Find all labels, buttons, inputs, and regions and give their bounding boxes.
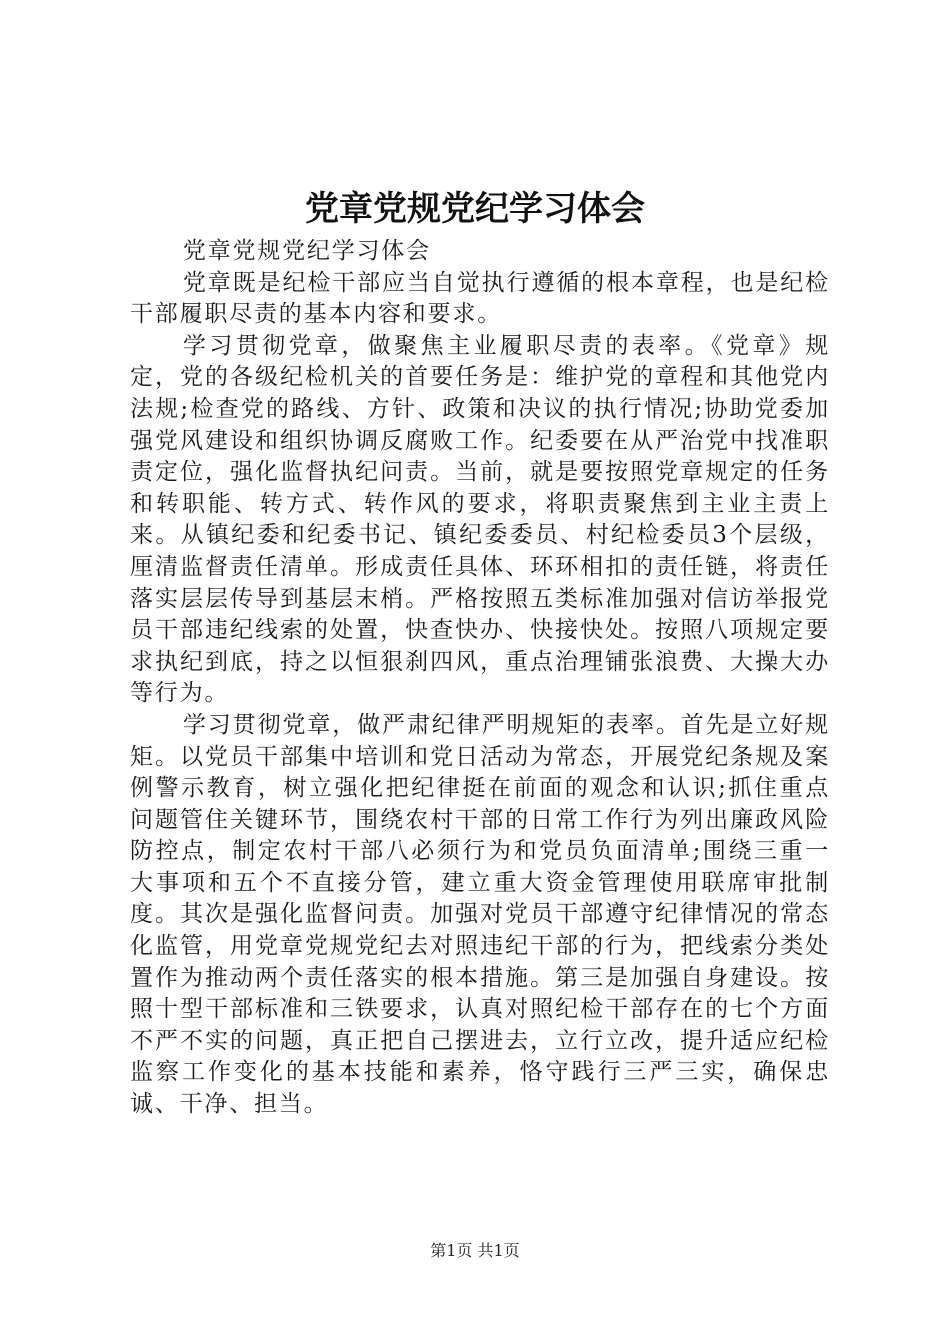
document-title: 党章党规党纪学习体会 [305, 189, 645, 229]
page-footer: 第1页 共1页 [430, 1241, 520, 1260]
paragraph: 党章既是纪检干部应当自觉执行遵循的根本章程，也是纪检干部履职尽责的基本内容和要求。 [130, 269, 830, 328]
paragraph-subtitle: 党章党规党纪学习体会 [182, 238, 431, 264]
document-body [130, 236, 830, 1121]
paragraph: 学习贯彻党章，做聚焦主业履职尽责的表率。《党章》规定，党的各级纪检机关的首要任务是：维护党的章程和其他党内法规;检查党的路线、方针、政策和决议的执行情况;协助党委加强党风建设和组织协调反腐败工作。纪委要在从严治党中找准职责定位，强化监督执纪问责。当前，就是要按照党章规定的任务和转职能、转方式、转作风的要求，将职责聚焦到主业主责上来。从镇纪委和纪委书记、镇纪委委员、村纪检委员3个层级，厘清监督责任清单。形成责任具体、环环相扣的责任链，将责任落实层层传导到基层末梢。严格按照五类标准加强对信访举报党员干部违纪线索的处置，快查快办、快接快处。按照八项规定要求执纪到底，持之以恒狠刹四风，重点治理铺张浪费、大操大办等行为。 [130, 332, 830, 707]
paragraph: 学习贯彻党章，做严肃纪律严明规矩的表率。首先是立好规矩。以党员干部集中培训和党日活动为常态，开展党纪条规及案例警示教育，树立强化把纪律挺在前面的观念和认识;抓住重点问题管住关键环节，围绕农村干部的日常工作行为列出廉政风险防控点，制定农村干部八必须行为和党员负面清单;围绕三重一大事项和五个不直接分管，建立重大资金管理使用联席审批制度。其次是强化监督问责。加强对党员干部遵守纪律情况的常态化监管，用党章党规党纪去对照违纪干部的行为，把线索分类处置作为推动两个责任落实的根本措施。第三是加强自身建设。按照十型干部标准和三铁要求，认真对照纪检干部存在的七个方面不严不实的问题，真正把自己摆进去，立行立改，提升适应纪检监察工作变化的基本技能和素养，恪守践行三严三实，确保忠诚、干净、担当。 [130, 711, 830, 1118]
